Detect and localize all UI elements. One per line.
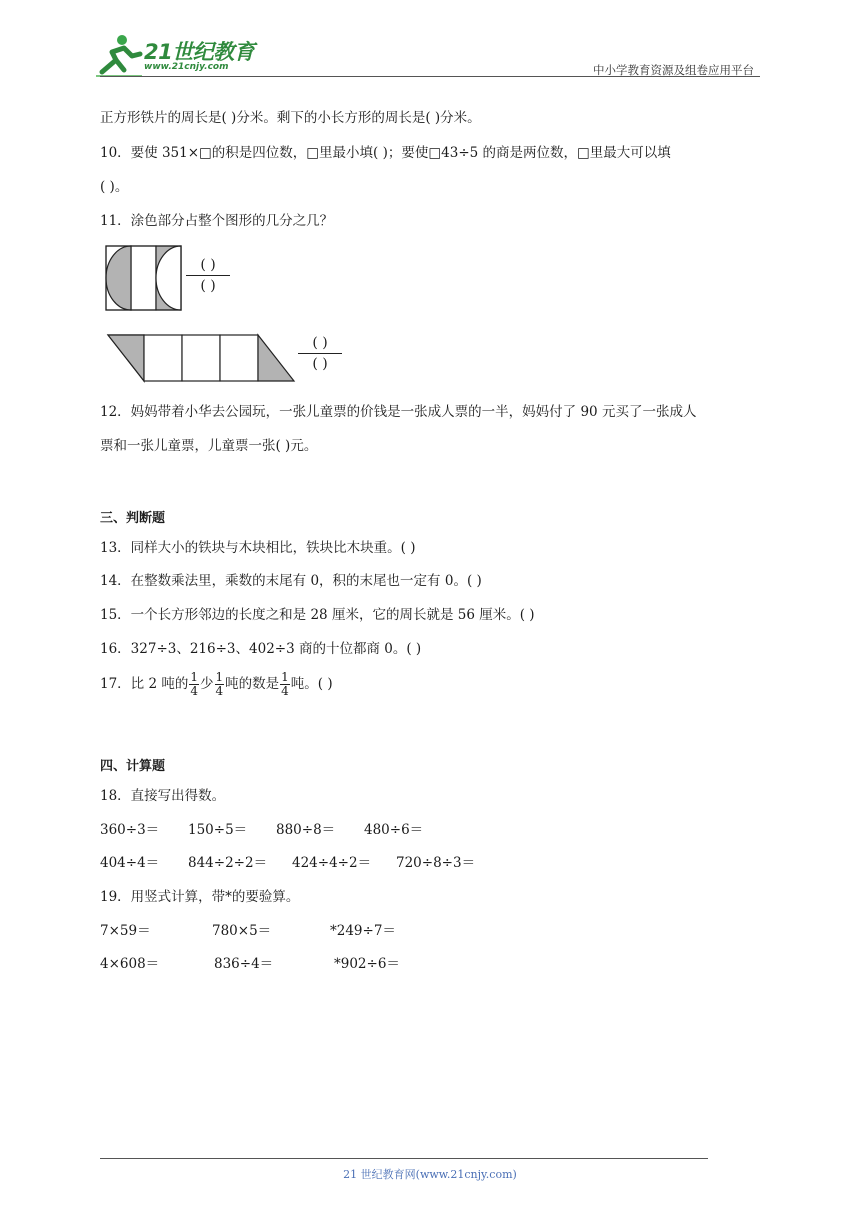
calc-item: 150÷5＝ [188, 822, 248, 838]
fraction-one-quarter: $\frac{1}{4}$ [281, 670, 289, 698]
question-10-line2: ( )。 [100, 179, 129, 195]
question-18: 18．直接写出得数。 [100, 788, 226, 804]
fraction-numerator-blank: ( ) [200, 257, 216, 273]
vertical-calc-item: *902÷6＝ [334, 956, 400, 972]
q17-text-c: 吨的数是 [225, 676, 280, 692]
calc-item: 404÷4＝ [100, 855, 160, 871]
fraction-denominator-blank: ( ) [312, 356, 328, 372]
calc-item: 480÷6＝ [364, 822, 424, 838]
calc-item: 424÷4÷2＝ [292, 855, 372, 871]
vertical-calc-item: 836÷4＝ [214, 956, 274, 972]
q17-text-b: 少 [200, 676, 214, 692]
question-10-line1: 10．要使 351×□的积是四位数，□里最小填( )；要使□43÷5 的商是两位数，□里最大可以填 [100, 145, 671, 161]
question-15: 15．一个长方形邻边的长度之和是 28 厘米，它的周长就是 56 厘米。( ) [100, 607, 535, 623]
fraction-numerator-blank: ( ) [312, 335, 328, 351]
vertical-calc-item: 4×608＝ [100, 956, 160, 972]
q17-text-d: 吨。( ) [290, 676, 333, 692]
fraction-denominator-blank: ( ) [200, 278, 216, 294]
vertical-calc-item: *249÷7＝ [330, 923, 396, 939]
question-17 [100, 664, 333, 704]
question-19: 19．用竖式计算，带*的要验算。 [100, 889, 300, 905]
fraction-bar [298, 353, 342, 354]
vertical-calc-item: 7×59＝ [100, 923, 151, 939]
calc-item: 844÷2÷2＝ [188, 855, 268, 871]
figure-semicircles [104, 244, 184, 312]
answer-fraction-1[interactable] [186, 256, 230, 295]
calc-item: 360÷3＝ [100, 822, 160, 838]
runner-logo-icon [94, 32, 144, 78]
calc-item: 720÷8÷3＝ [396, 855, 476, 871]
question-13: 13．同样大小的铁块与木块相比，铁块比木块重。( ) [100, 540, 416, 556]
vertical-calc-item: 780×5＝ [212, 923, 272, 939]
fraction-one-quarter: $\frac{1}{4}$ [190, 670, 198, 698]
question-11: 11．涂色部分占整个图形的几分之几？ [100, 213, 334, 229]
brand-url: www.21cnjy.com [144, 62, 229, 72]
question-12-line1: 12．妈妈带着小华去公园玩，一张儿童票的价钱是一张成人票的一半，妈妈付了 90 元买了一张成人 [100, 404, 697, 420]
figure-parallelogram [104, 332, 296, 384]
section-title-judgement: 三、判断题 [100, 511, 166, 526]
question-14: 14．在整数乘法里，乘数的末尾有 0，积的末尾也一定有 0。( ) [100, 573, 482, 589]
question-16: 16．327÷3、216÷3、402÷3 商的十位都商 0。( ) [100, 641, 422, 657]
answer-fraction-2[interactable] [298, 334, 342, 373]
site-logo [94, 32, 264, 78]
fraction-bar [186, 275, 230, 276]
header-title: 中小学教育资源及组卷应用平台 [593, 63, 754, 77]
fraction-one-quarter: $\frac{1}{4}$ [215, 670, 224, 698]
header-divider [100, 76, 760, 77]
q17-text-a: 17．比 2 吨的 [100, 676, 189, 692]
calc-item: 880÷8＝ [276, 822, 336, 838]
section-title-calculation: 四、计算题 [100, 759, 166, 774]
question-9-continuation: 正方形铁片的周长是( )分米。剩下的小长方形的周长是( )分米。 [100, 110, 481, 126]
footer-divider [100, 1158, 708, 1159]
brand-name: 21世纪教育 [144, 40, 255, 64]
footer-link[interactable]: 21 世纪教育网(www.21cnjy.com) [343, 1168, 517, 1181]
question-12-line2: 票和一张儿童票，儿童票一张( )元。 [100, 438, 318, 454]
